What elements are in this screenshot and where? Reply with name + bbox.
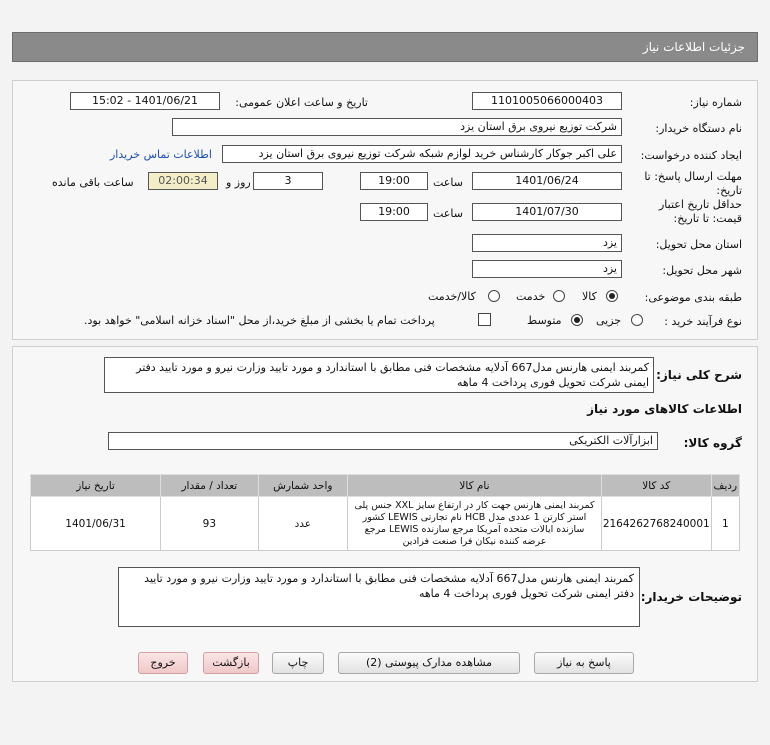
purchase-option-medium: متوسط [527, 314, 562, 327]
cell-row: 1 [711, 497, 739, 551]
cell-code: 2164262768240001 [601, 497, 711, 551]
goods-info-title: اطلاعات کالاهای مورد نیاز [587, 402, 742, 416]
purchase-radio-minor[interactable] [631, 314, 643, 326]
cell-date: 1401/06/31 [31, 497, 161, 551]
attachments-button[interactable]: مشاهده مدارک پیوستی (2) [338, 652, 520, 674]
cell-name: کمربند ایمنی هارنس جهت کار در ارتفاع سایز XXL جنس پلی استر کارتن 1 عددی مدل HCB نام تجارتی LEWIS کشور سازنده ایالات متحده آمریکا مرجع سازنده LEWIS مرجع عرضه کننده نیکان فرا صنعت فرادین [348, 497, 602, 551]
category-radio-both[interactable] [488, 290, 500, 302]
creator-label: ایجاد کننده درخواست: [640, 149, 742, 162]
category-option-goods: کالا [582, 290, 597, 303]
days-field: 3 [253, 172, 323, 190]
col-header-code: کد کالا [601, 475, 711, 497]
creator-field: علی اکبر جوکار کارشناس خرید لوازم شبکه شرکت توزیع نیروی برق استان یزد [222, 145, 622, 163]
remaining-time-field: 02:00:34 [148, 172, 218, 190]
reply-button[interactable]: پاسخ به نیاز [534, 652, 634, 674]
col-header-row: ردیف [711, 475, 739, 497]
deadline-time-label: ساعت [433, 176, 463, 189]
page-header: جزئیات اطلاعات نیاز [12, 32, 758, 62]
col-header-date: تاریخ نیاز [31, 475, 161, 497]
province-field: یزد [472, 234, 622, 252]
need-number-label: شماره نیاز: [689, 96, 742, 109]
buyer-notes-field: کمربند ایمنی هارنس مدل667 آدلایه مشخصات فنی مطابق با استاندارد و مورد تایید وزارت نیرو و مورد تایید دفتر ایمنی شرکت تحویل فوری پرداخت 4 ماهه [118, 567, 640, 627]
purchase-radio-medium[interactable] [571, 314, 583, 326]
category-label: طبقه بندی موضوعی: [644, 291, 742, 304]
goods-table [30, 474, 740, 551]
validity-date-field: 1401/07/30 [472, 203, 622, 221]
remaining-label: ساعت باقی مانده [52, 176, 134, 189]
deadline-date-field: 1401/06/24 [472, 172, 622, 190]
cell-qty: 93 [161, 497, 259, 551]
purchase-option-minor: جزیی [596, 314, 622, 327]
buyer-notes-label: توضیحات خریدار: [640, 590, 742, 604]
city-label: شهر محل تحویل: [662, 264, 742, 277]
purchase-type-label: نوع فرآیند خرید : [664, 315, 742, 328]
payment-note: پرداخت تمام یا بخشی از مبلغ خرید،از محل "اسناد خزانه اسلامی" خواهد بود. [84, 314, 435, 327]
col-header-qty: تعداد / مقدار [161, 475, 259, 497]
col-header-name: نام کالا [348, 475, 602, 497]
need-number-field: 1101005066000403 [472, 92, 622, 110]
buyer-field: شرکت توزیع نیروی برق استان یزد [172, 118, 622, 136]
table-header-row [31, 475, 740, 497]
goods-group-field: ابزارآلات الکتریکی [108, 432, 658, 450]
col-header-unit: واحد شمارش [258, 475, 347, 497]
print-button[interactable]: چاپ [272, 652, 324, 674]
goods-group-label: گروه کالا: [683, 436, 742, 450]
exit-button[interactable]: خروج [138, 652, 188, 674]
category-option-service: خدمت [516, 290, 546, 303]
category-radio-service[interactable] [553, 290, 565, 302]
buyer-label: نام دستگاه خریدار: [655, 122, 742, 135]
contact-buyer-link[interactable]: اطلاعات تماس خریدار [110, 148, 212, 161]
category-radio-goods[interactable] [606, 290, 618, 302]
validity-time-label: ساعت [433, 207, 463, 220]
cell-unit: عدد [258, 497, 347, 551]
announce-label: تاریخ و ساعت اعلان عمومی: [235, 96, 368, 109]
validity-time-field: 19:00 [360, 203, 428, 221]
summary-field: کمربند ایمنی هارنس مدل667 آدلایه مشخصات فنی مطابق با استاندارد و مورد تایید وزارت نیرو و مورد تایید دفتر ایمنی شرکت تحویل فوری پرداخت 4 ماهه [104, 357, 654, 393]
category-option-both: کالا/خدمت [428, 290, 476, 303]
days-label: روز و [226, 176, 251, 189]
summary-label: شرح کلی نیاز: [656, 368, 742, 382]
announce-field: 1401/06/21 - 15:02 [70, 92, 220, 110]
deadline-label: مهلت ارسال پاسخ: تا تاریخ: [644, 170, 742, 197]
table-row [31, 497, 740, 551]
validity-label: حداقل تاریخ اعتبار قیمت: تا تاریخ: [658, 198, 742, 225]
province-label: استان محل تحویل: [655, 238, 742, 251]
treasury-checkbox[interactable] [478, 313, 491, 326]
deadline-time-field: 19:00 [360, 172, 428, 190]
back-button[interactable]: بازگشت [203, 652, 259, 674]
city-field: یزد [472, 260, 622, 278]
